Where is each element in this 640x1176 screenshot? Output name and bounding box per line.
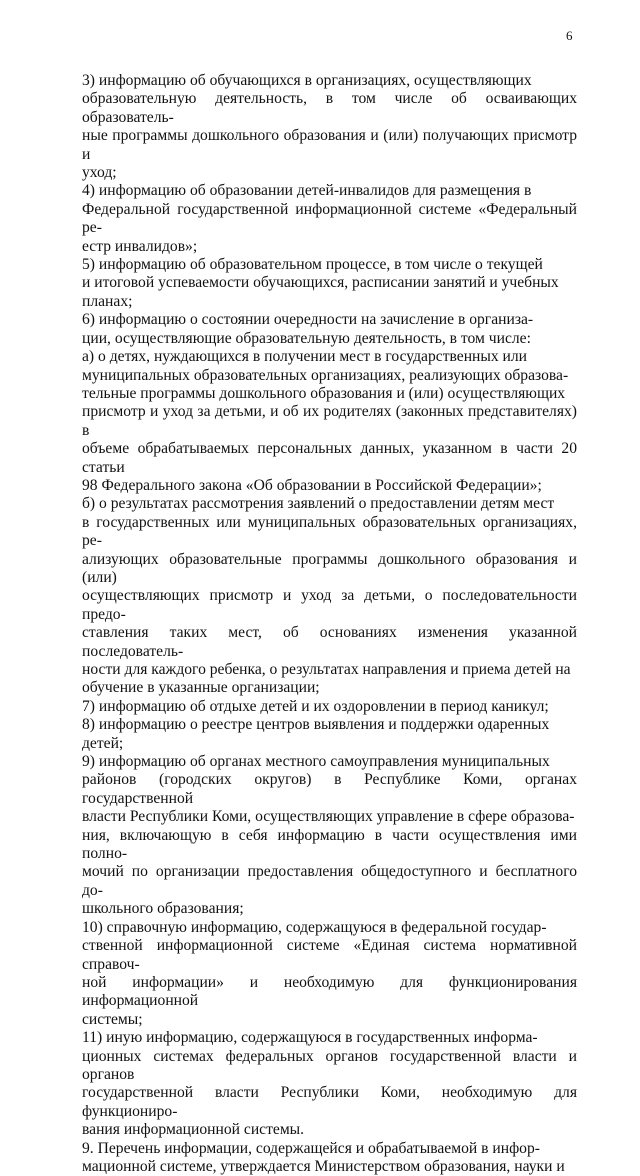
paragraph-item-9: 9) информацию об органах местного самоуправления муниципальных районов (городских округов) в Республике Коми, органах государственной власти Республики Коми, осуществляющих управление в сфере образова- ния, включающую в себя информацию в части осуществления ими полно- мочий по организации предоставления общедоступного и бесплатного до- школьного образования;	[82, 753, 577, 918]
paragraph-item-3: 3) информацию об обучающихся в организациях, осуществляющих образовательную деятельность, в том числе об осваивающих образователь- ные программы дошкольного образования и (или) получающих присмотр и уход;	[82, 72, 577, 182]
paragraph-item-4: 4) информацию об образовании детей-инвалидов для размещения в Федеральной государственной информационной системе «Федеральный ре- естр инвалидов»;	[82, 182, 577, 255]
paragraph-item-11: 11) иную информацию, содержащуюся в государственных информа- ционных системах федеральных органов государственной власти и органов государственной власти Республики Коми, необходимую для функциониро- вания информационной системы.	[82, 1029, 577, 1139]
paragraph-item-8: 8) информацию о реестре центров выявления и поддержки одаренных детей;	[82, 716, 550, 752]
paragraph-item-10: 10) справочную информацию, содержащуюся в федеральной государ- ственной информационной системе «Единая система нормативной справоч- ной информации» и необходимую для функционирования информационной системы;	[82, 918, 577, 1028]
paragraph-subitem-a: а) о детях, нуждающихся в получении мест в государственных или муниципальных образовательных организациях, реализующих образова- тельные программы дошкольного образования и (или) осуществляющих присмотр и уход за детьми, и об их родителях (законных представителях) в объеме обрабатываемых персональных данных, указанном в части 20 статьи 98 Федерального закона «Об образовании в Российской Федерации»;	[82, 348, 577, 494]
paragraph-item-5: 5) информацию об образовательном процессе, в том числе о текущей и итоговой успеваемости обучающихся, расписании занятий и учебных планах;	[82, 256, 559, 310]
document-body	[82, 72, 577, 1176]
paragraph-item-7: 7) информацию об отдыхе детей и их оздоровлении в период каникул;	[82, 697, 549, 715]
page-number: 6	[566, 28, 573, 43]
paragraph-item-6: 6) информацию о состоянии очередности на зачисление в организа- ции, осуществляющие образовательную деятельность, в том числе:	[82, 311, 534, 347]
paragraph-section-9: 9. Перечень информации, содержащейся и обрабатываемой в инфор- мационной системе, утверждается Министерством образования, науки и	[82, 1139, 565, 1175]
paragraph-subitem-b: б) о результатах рассмотрения заявлений о предоставлении детям мест в государственных или муниципальных образовательных организациях, ре- ализующих образовательные программы дошкольного образования и (или) осуществляющих присмотр и уход за детьми, о последовательности предо- ставления таких мест, об основаниях изменения указанной последователь- ности для каждого ребенка, о результатах направления и приема детей на обучение в указанные организации;	[82, 495, 577, 697]
